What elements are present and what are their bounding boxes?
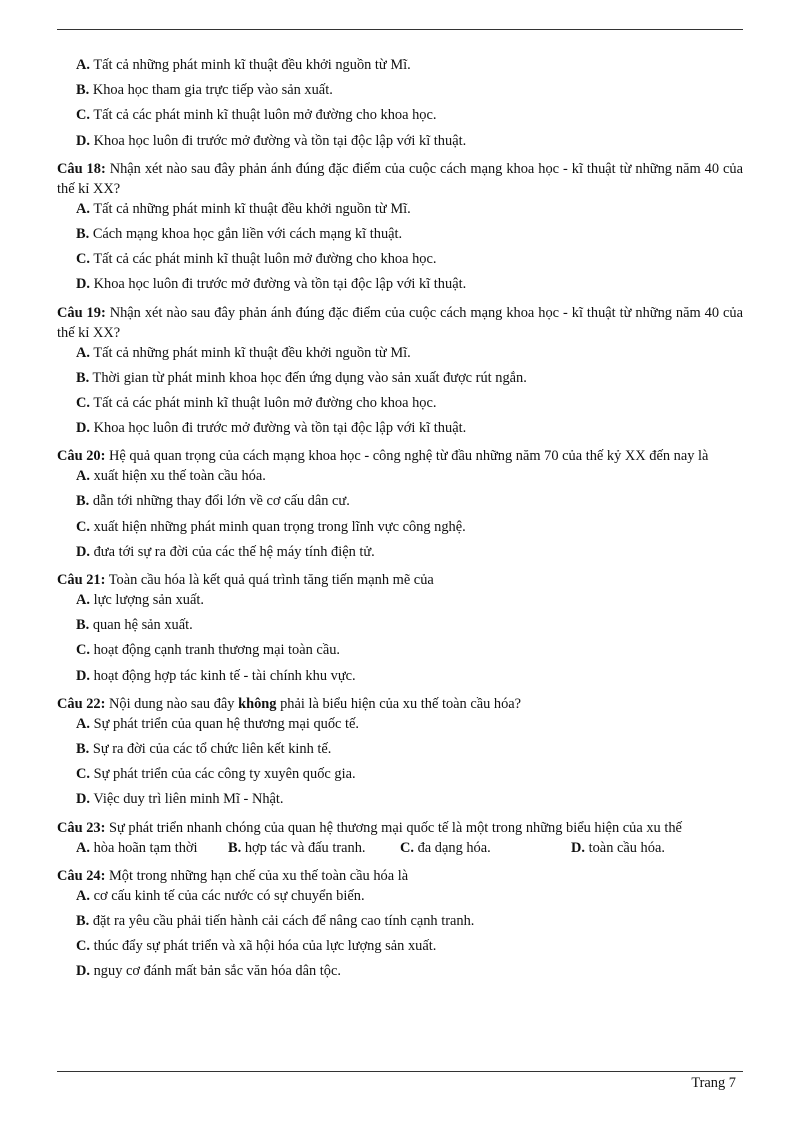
option-a: A. Tất cả những phát minh kĩ thuật đều khởi nguồn từ Mĩ.	[76, 200, 411, 217]
option-b: B. đặt ra yêu cầu phải tiến hành cải cách để nâng cao tính cạnh tranh.	[76, 912, 475, 929]
option-a: A. Tất cả những phát minh kĩ thuật đều khởi nguồn từ Mĩ.	[76, 57, 411, 73]
question-stem: Câu 21: Toàn cầu hóa là kết quả quá trình tăng tiến mạnh mẽ của	[57, 572, 434, 588]
option-a: A. Tất cả những phát minh kĩ thuật đều khởi nguồn từ Mĩ.	[76, 344, 411, 361]
option-b: B. Sự ra đời của các tổ chức liên kết kinh tế.	[76, 740, 332, 757]
option-c: C. xuất hiện những phát minh quan trọng trong lĩnh vực công nghệ.	[76, 518, 466, 535]
option-d: D. nguy cơ đánh mất bản sắc văn hóa dân tộc.	[76, 963, 341, 980]
question-19	[57, 303, 743, 444]
question-stem: Câu 24: Một trong những hạn chế của xu thế toàn cầu hóa là	[57, 867, 409, 884]
option-c: C. Tất cả các phát minh kĩ thuật luôn mở đường cho khoa học.	[76, 251, 437, 268]
option-b: B. quan hệ sản xuất.	[76, 617, 193, 634]
option-a: A. xuất hiện xu thế toàn cầu hóa.	[76, 468, 266, 485]
question-stem: Câu 23: Sự phát triển nhanh chóng của quan hệ thương mại quốc tế là một trong những biểu hiện của xu thế	[57, 819, 682, 836]
emphasis-not: không	[238, 695, 277, 712]
option-c: C. Tất cả các phát minh kĩ thuật luôn mở đường cho khoa học.	[76, 107, 437, 124]
question-stem: Câu 22: Nội dung nào sau đây không phải là biểu hiện của xu thế toàn cầu hóa?	[57, 695, 522, 712]
option-c: C. Sự phát triển của các công ty xuyên quốc gia.	[76, 766, 356, 783]
option-a: A. lực lượng sản xuất.	[76, 592, 204, 608]
footer-rule	[57, 1071, 743, 1072]
question-23	[57, 818, 743, 863]
previous-question-options	[57, 55, 743, 156]
option-b: B. Thời gian từ phát minh khoa học đến ứng dụng vào sản xuất được rút ngắn.	[76, 369, 527, 386]
option-d: D. toàn cầu hóa.	[571, 839, 665, 856]
option-d: D. hoạt động hợp tác kinh tế - tài chính khu vực.	[76, 667, 356, 684]
question-stem: Câu 20: Hệ quả quan trọng của cách mạng khoa học - công nghệ từ đầu những năm 70 của thế kỷ XX đến nay là	[57, 448, 709, 465]
option-b: B. hợp tác và đấu tranh.	[228, 839, 366, 856]
option-b: B. Khoa học tham gia trực tiếp vào sản xuất.	[76, 82, 333, 99]
option-d: D. Khoa học luôn đi trước mở đường và tồn tại độc lập với kĩ thuật.	[76, 276, 467, 293]
option-c: C. hoạt động cạnh tranh thương mại toàn cầu.	[76, 642, 340, 659]
question-22	[57, 694, 743, 815]
question-18	[57, 159, 743, 300]
inline-options	[57, 838, 743, 863]
question-24	[57, 866, 743, 987]
header-rule	[57, 29, 743, 30]
option-a: A. hòa hoãn tạm thời	[76, 839, 198, 856]
option-c: C. Tất cả các phát minh kĩ thuật luôn mở đường cho khoa học.	[76, 394, 437, 411]
option-c: C. thúc đẩy sự phát triển và xã hội hóa của lực lượng sản xuất.	[76, 938, 437, 955]
question-20	[57, 446, 743, 567]
option-a: A. Sự phát triển của quan hệ thương mại quốc tế.	[76, 715, 359, 732]
option-d: D. Khoa học luôn đi trước mở đường và tồn tại độc lập với kĩ thuật.	[76, 132, 467, 149]
question-stem: Câu 18: Nhận xét nào sau đây phản ánh đúng đặc điểm của cuộc cách mạng khoa học - kĩ thuật từ những năm 40 của thế kỉ XX?	[57, 160, 743, 197]
option-c: C. đa dạng hóa.	[400, 839, 491, 856]
option-d: D. Việc duy trì liên minh Mĩ - Nhật.	[76, 791, 284, 808]
page-content	[57, 55, 743, 986]
option-d: D. Khoa học luôn đi trước mở đường và tồn tại độc lập với kĩ thuật.	[76, 420, 467, 437]
option-b: B. dẫn tới những thay đổi lớn về cơ cấu dân cư.	[76, 493, 350, 510]
question-stem: Câu 19: Nhận xét nào sau đây phản ánh đúng đặc điểm của cuộc cách mạng khoa học - kĩ thuật từ những năm 40 của thế kỉ XX?	[57, 304, 743, 341]
option-d: D. đưa tới sự ra đời của các thế hệ máy tính điện tử.	[76, 543, 375, 560]
option-b: B. Cách mạng khoa học gắn liền với cách mạng kĩ thuật.	[76, 225, 403, 242]
question-21	[57, 570, 743, 691]
option-a: A. cơ cấu kinh tế của các nước có sự chuyển biến.	[76, 887, 365, 904]
page-number: Trang 7	[691, 1075, 736, 1091]
